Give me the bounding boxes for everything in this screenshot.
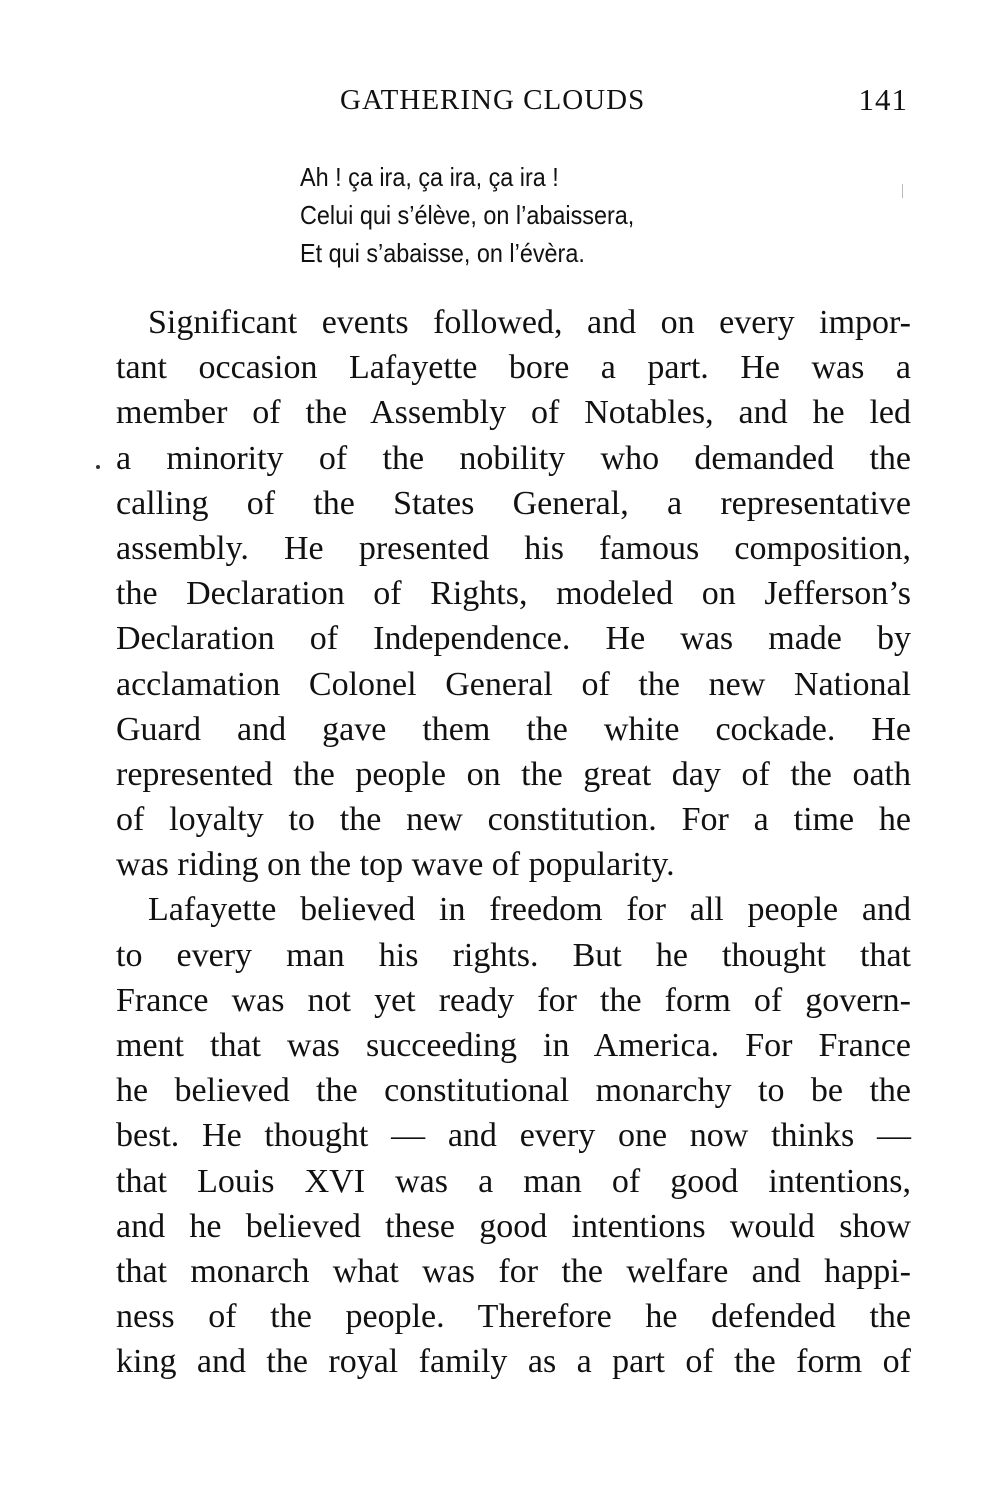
paragraph [116, 300, 911, 887]
text-line: tant occasion Lafayette bore a part. He was a [116, 349, 911, 387]
text-line: acclamation Colonel General of the new National [116, 665, 911, 703]
text-line: Guard and gave them the white cockade. He [116, 710, 911, 748]
text-line: France was not yet ready for the form of govern- [116, 981, 911, 1019]
text-line: represented the people on the great day of the oath [116, 755, 911, 793]
text-line: was riding on the top wave of popularity. [116, 846, 675, 884]
page-number: 141 [858, 82, 908, 117]
text-line: a minority of the nobility who demanded the [116, 439, 911, 477]
paragraph [116, 887, 911, 1384]
chapter-title: GATHERING CLOUDS [340, 84, 646, 116]
text-line: Lafayette believed in freedom for all people and [148, 891, 911, 929]
text-line: that monarch what was for the welfare and happi- [116, 1252, 911, 1290]
text-line: and he believed these good intentions would show [116, 1207, 911, 1245]
text-line: the Declaration of Rights, modeled on Jefferson’s [116, 575, 911, 613]
text-line: of loyalty to the new constitution. For a time he [116, 801, 911, 839]
body-text [116, 300, 911, 1385]
text-line: king and the royal family as a part of the form of [116, 1343, 911, 1381]
text-line: best. He thought — and every one now thinks — [116, 1117, 911, 1155]
text-line: Significant events followed, and on every impor- [148, 304, 911, 341]
text-line: calling of the States General, a representative [116, 484, 911, 522]
verse-quote [300, 158, 671, 272]
text-line: he believed the constitutional monarchy to be the [116, 1072, 911, 1110]
verse-line: Et qui s’abaisse, on l’évèra. [300, 238, 585, 268]
text-line: that Louis XVI was a man of good intentions, [116, 1162, 911, 1200]
text-line: assembly. He presented his famous composition, [116, 529, 911, 567]
text-line: ment that was succeeding in America. For France [116, 1027, 911, 1064]
scan-speck [96, 465, 100, 469]
verse-line: Celui qui s’élève, on l’abaissera, [300, 200, 635, 230]
text-line: to every man his rights. But he thought that [116, 936, 911, 974]
text-line: member of the Assembly of Notables, and he led [116, 394, 911, 432]
scan-mark [902, 184, 903, 198]
verse-line: Ah ! ça ira, ça ira, ça ira ! [300, 162, 559, 192]
text-line: ness of the people. Therefore he defended the [116, 1298, 911, 1336]
text-line: Declaration of Independence. He was made by [116, 620, 911, 658]
